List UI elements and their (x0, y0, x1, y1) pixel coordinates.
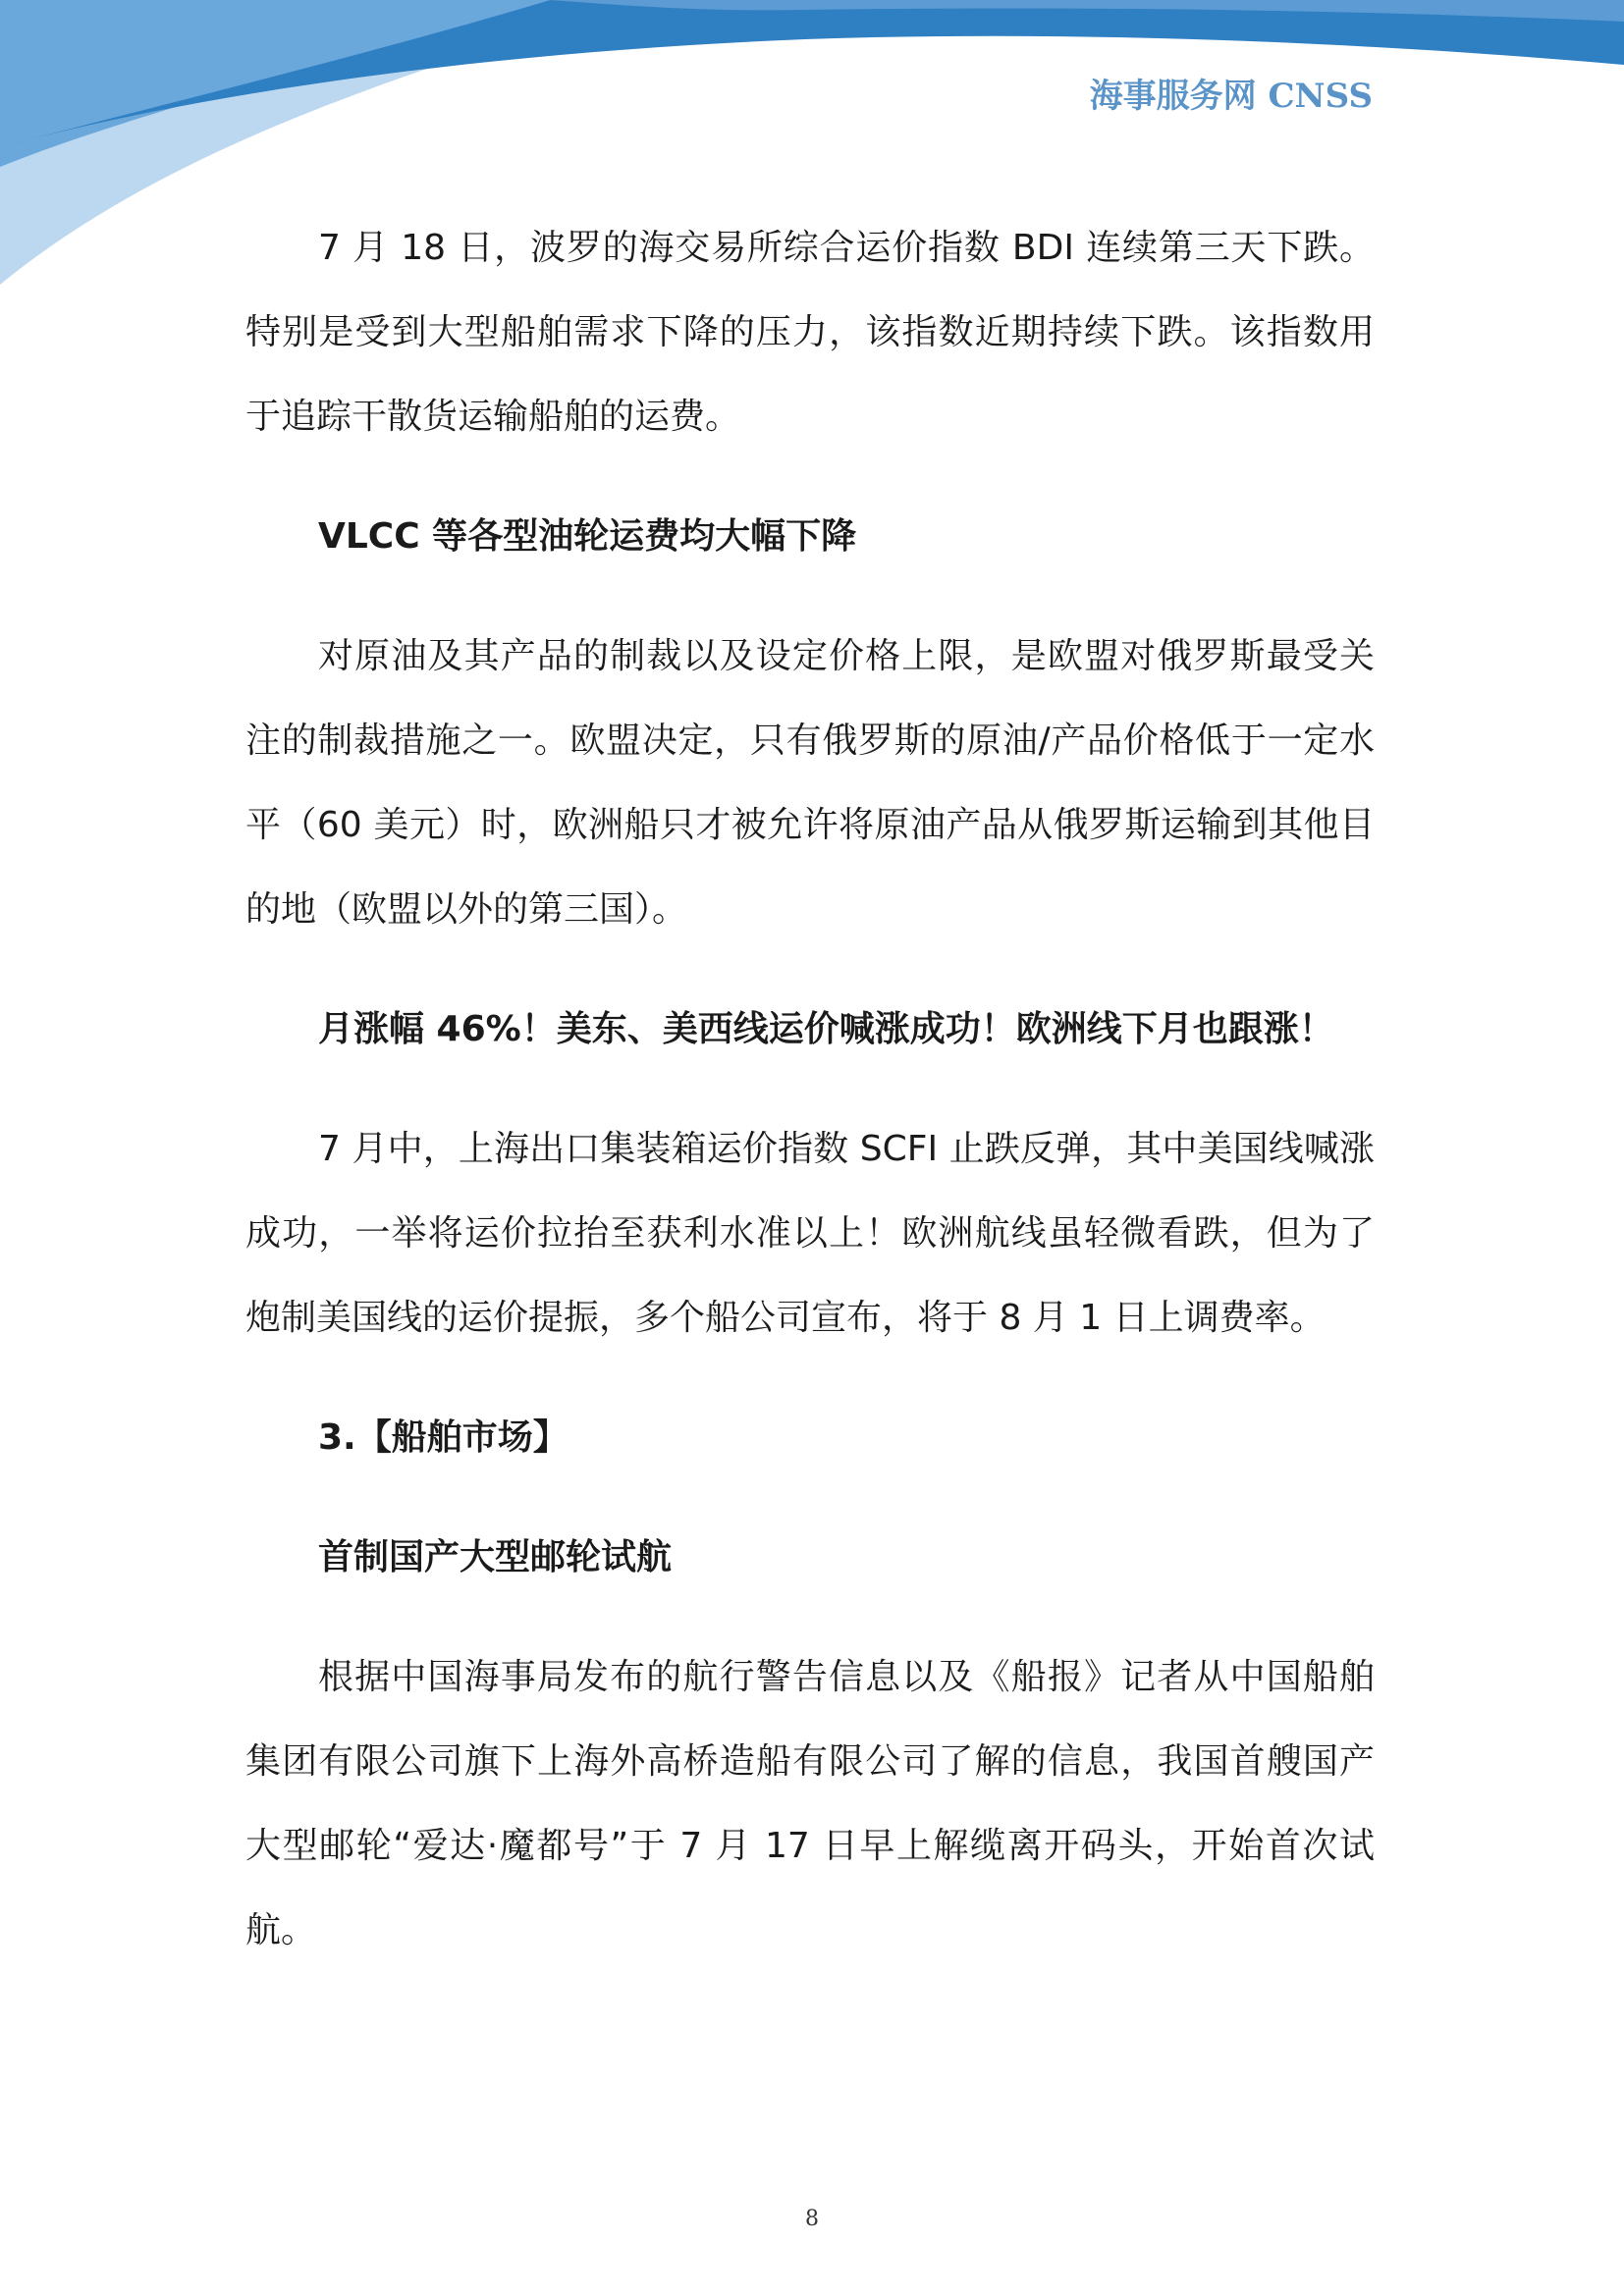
section-heading: 首制国产大型邮轮试航 (318, 1537, 673, 1577)
body-paragraph: 7 月 18 日，波罗的海交易所综合运价指数 BDI 连续第三天下跌。特别是受到大型船舶需求下降的压力，该指数近期持续下跌。该指数用于追踪干散货运输船舶的运费。 (245, 228, 1375, 437)
section-heading: 月涨幅 46%！美东、美西线运价喊涨成功！欧洲线下月也跟涨！ (318, 1009, 1334, 1049)
section-heading: 3.【船舶市场】 (318, 1417, 568, 1458)
page-number: 8 (805, 2207, 819, 2231)
body-paragraph: 根据中国海事局发布的航行警告信息以及《船报》记者从中国船舶集团有限公司旗下上海外高桥造船有限公司了解的信息，我国首艘国产大型邮轮“爱达·魔都号”于 7 月 17 日早上解缆离开码头，开始首次试航。 (245, 1657, 1375, 1950)
section-heading: VLCC 等各型油轮运费均大幅下降 (318, 516, 857, 557)
body-paragraph: 7 月中，上海出口集装箱运价指数 SCFI 止跌反弹，其中美国线喊涨成功，一举将运价拉抬至获利水准以上！欧洲航线虽轻微看跌，但为了炮制美国线的运价提振，多个船公司宣布，将于 8 月 1 日上调费率。 (245, 1129, 1375, 1338)
article-body (245, 206, 1375, 2008)
site-brand: 海事服务网 CNSS (1089, 77, 1373, 116)
body-paragraph: 对原油及其产品的制裁以及设定价格上限，是欧盟对俄罗斯最受关注的制裁措施之一。欧盟决定，只有俄罗斯的原油/产品价格低于一定水平（60 美元）时，欧洲船只才被允许将原油产品从俄罗斯运输到其他目的地（欧盟以外的第三国）。 (245, 636, 1375, 930)
